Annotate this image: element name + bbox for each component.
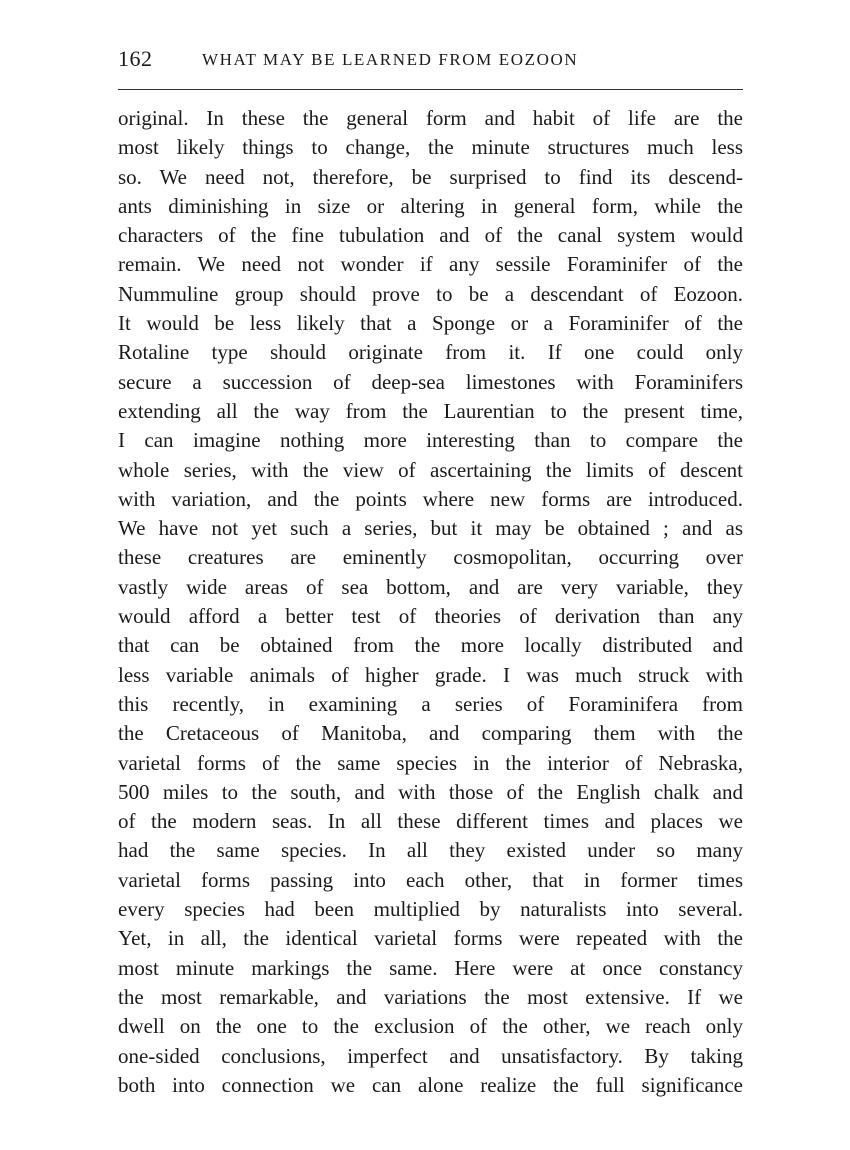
- text-line: varietal forms of the same species in the interior of Nebraska,: [118, 750, 743, 775]
- running-title: WHAT MAY BE LEARNED FROM EOZOON: [202, 50, 579, 69]
- body-text: [118, 104, 743, 1100]
- text-line: original. In these the general form and habit of life are the: [118, 106, 743, 130]
- text-line: We have not yet such a series, but it may be obtained ; and as: [118, 516, 743, 541]
- text-line: vastly wide areas of sea bottom, and are very variable, they: [118, 574, 743, 599]
- text-line: the Cretaceous of Manitoba, and comparing them with the: [118, 721, 743, 746]
- text-line: varietal forms passing into each other, that in former times: [118, 867, 743, 892]
- text-line: with variation, and the points where new forms are introduced.: [118, 486, 743, 511]
- text-line: secure a succession of deep-sea limestones with Foraminifers: [118, 369, 743, 394]
- text-line: most likely things to change, the minute structures much less: [118, 135, 743, 160]
- text-line: Rotaline type should originate from it. If one could only: [118, 340, 743, 365]
- text-line: had the same species. In all they existed under so many: [118, 838, 743, 863]
- text-line: It would be less likely that a Sponge or a Foraminifer of the: [118, 311, 743, 336]
- text-line: both into connection we can alone realize the full significance: [118, 1072, 743, 1097]
- text-line: these creatures are eminently cosmopolitan, occurring over: [118, 545, 743, 570]
- text-line: less variable animals of higher grade. I was much struck with: [118, 662, 743, 687]
- text-line: Nummuline group should prove to be a descendant of Eozoon.: [118, 281, 743, 306]
- text-line: so. We need not, therefore, be surprised to find its descend-: [118, 164, 743, 189]
- text-line: dwell on the one to the exclusion of the other, we reach only: [118, 1014, 743, 1039]
- text-line: one-sided conclusions, imperfect and unsatisfactory. By taking: [118, 1043, 743, 1068]
- text-line: I can imagine nothing more interesting than to compare the: [118, 428, 743, 453]
- text-line: ants diminishing in size or altering in general form, while the: [118, 193, 743, 218]
- text-line: the most remarkable, and variations the most extensive. If we: [118, 984, 743, 1009]
- text-line: would afford a better test of theories of derivation than any: [118, 604, 743, 629]
- text-line: of the modern seas. In all these different times and places we: [118, 809, 743, 834]
- running-head: [118, 46, 743, 78]
- text-line: this recently, in examining a series of Foraminifera from: [118, 691, 743, 716]
- text-line: that can be obtained from the more locally distributed and: [118, 633, 743, 658]
- text-line: most minute markings the same. Here were at once constancy: [118, 955, 743, 980]
- header-rule: [118, 89, 743, 90]
- text-line: Yet, in all, the identical varietal forms were repeated with the: [118, 926, 743, 951]
- text-line: extending all the way from the Laurentian to the present time,: [118, 398, 743, 423]
- text-line: every species had been multiplied by naturalists into several.: [118, 897, 743, 922]
- text-line: remain. We need not wonder if any sessile Foraminifer of the: [118, 252, 743, 277]
- page-number: 162: [118, 46, 153, 71]
- text-line: whole series, with the view of ascertaining the limits of descent: [118, 457, 743, 482]
- text-line: 500 miles to the south, and with those of the English chalk and: [118, 779, 743, 804]
- text-line: characters of the fine tubulation and of the canal system would: [118, 223, 743, 248]
